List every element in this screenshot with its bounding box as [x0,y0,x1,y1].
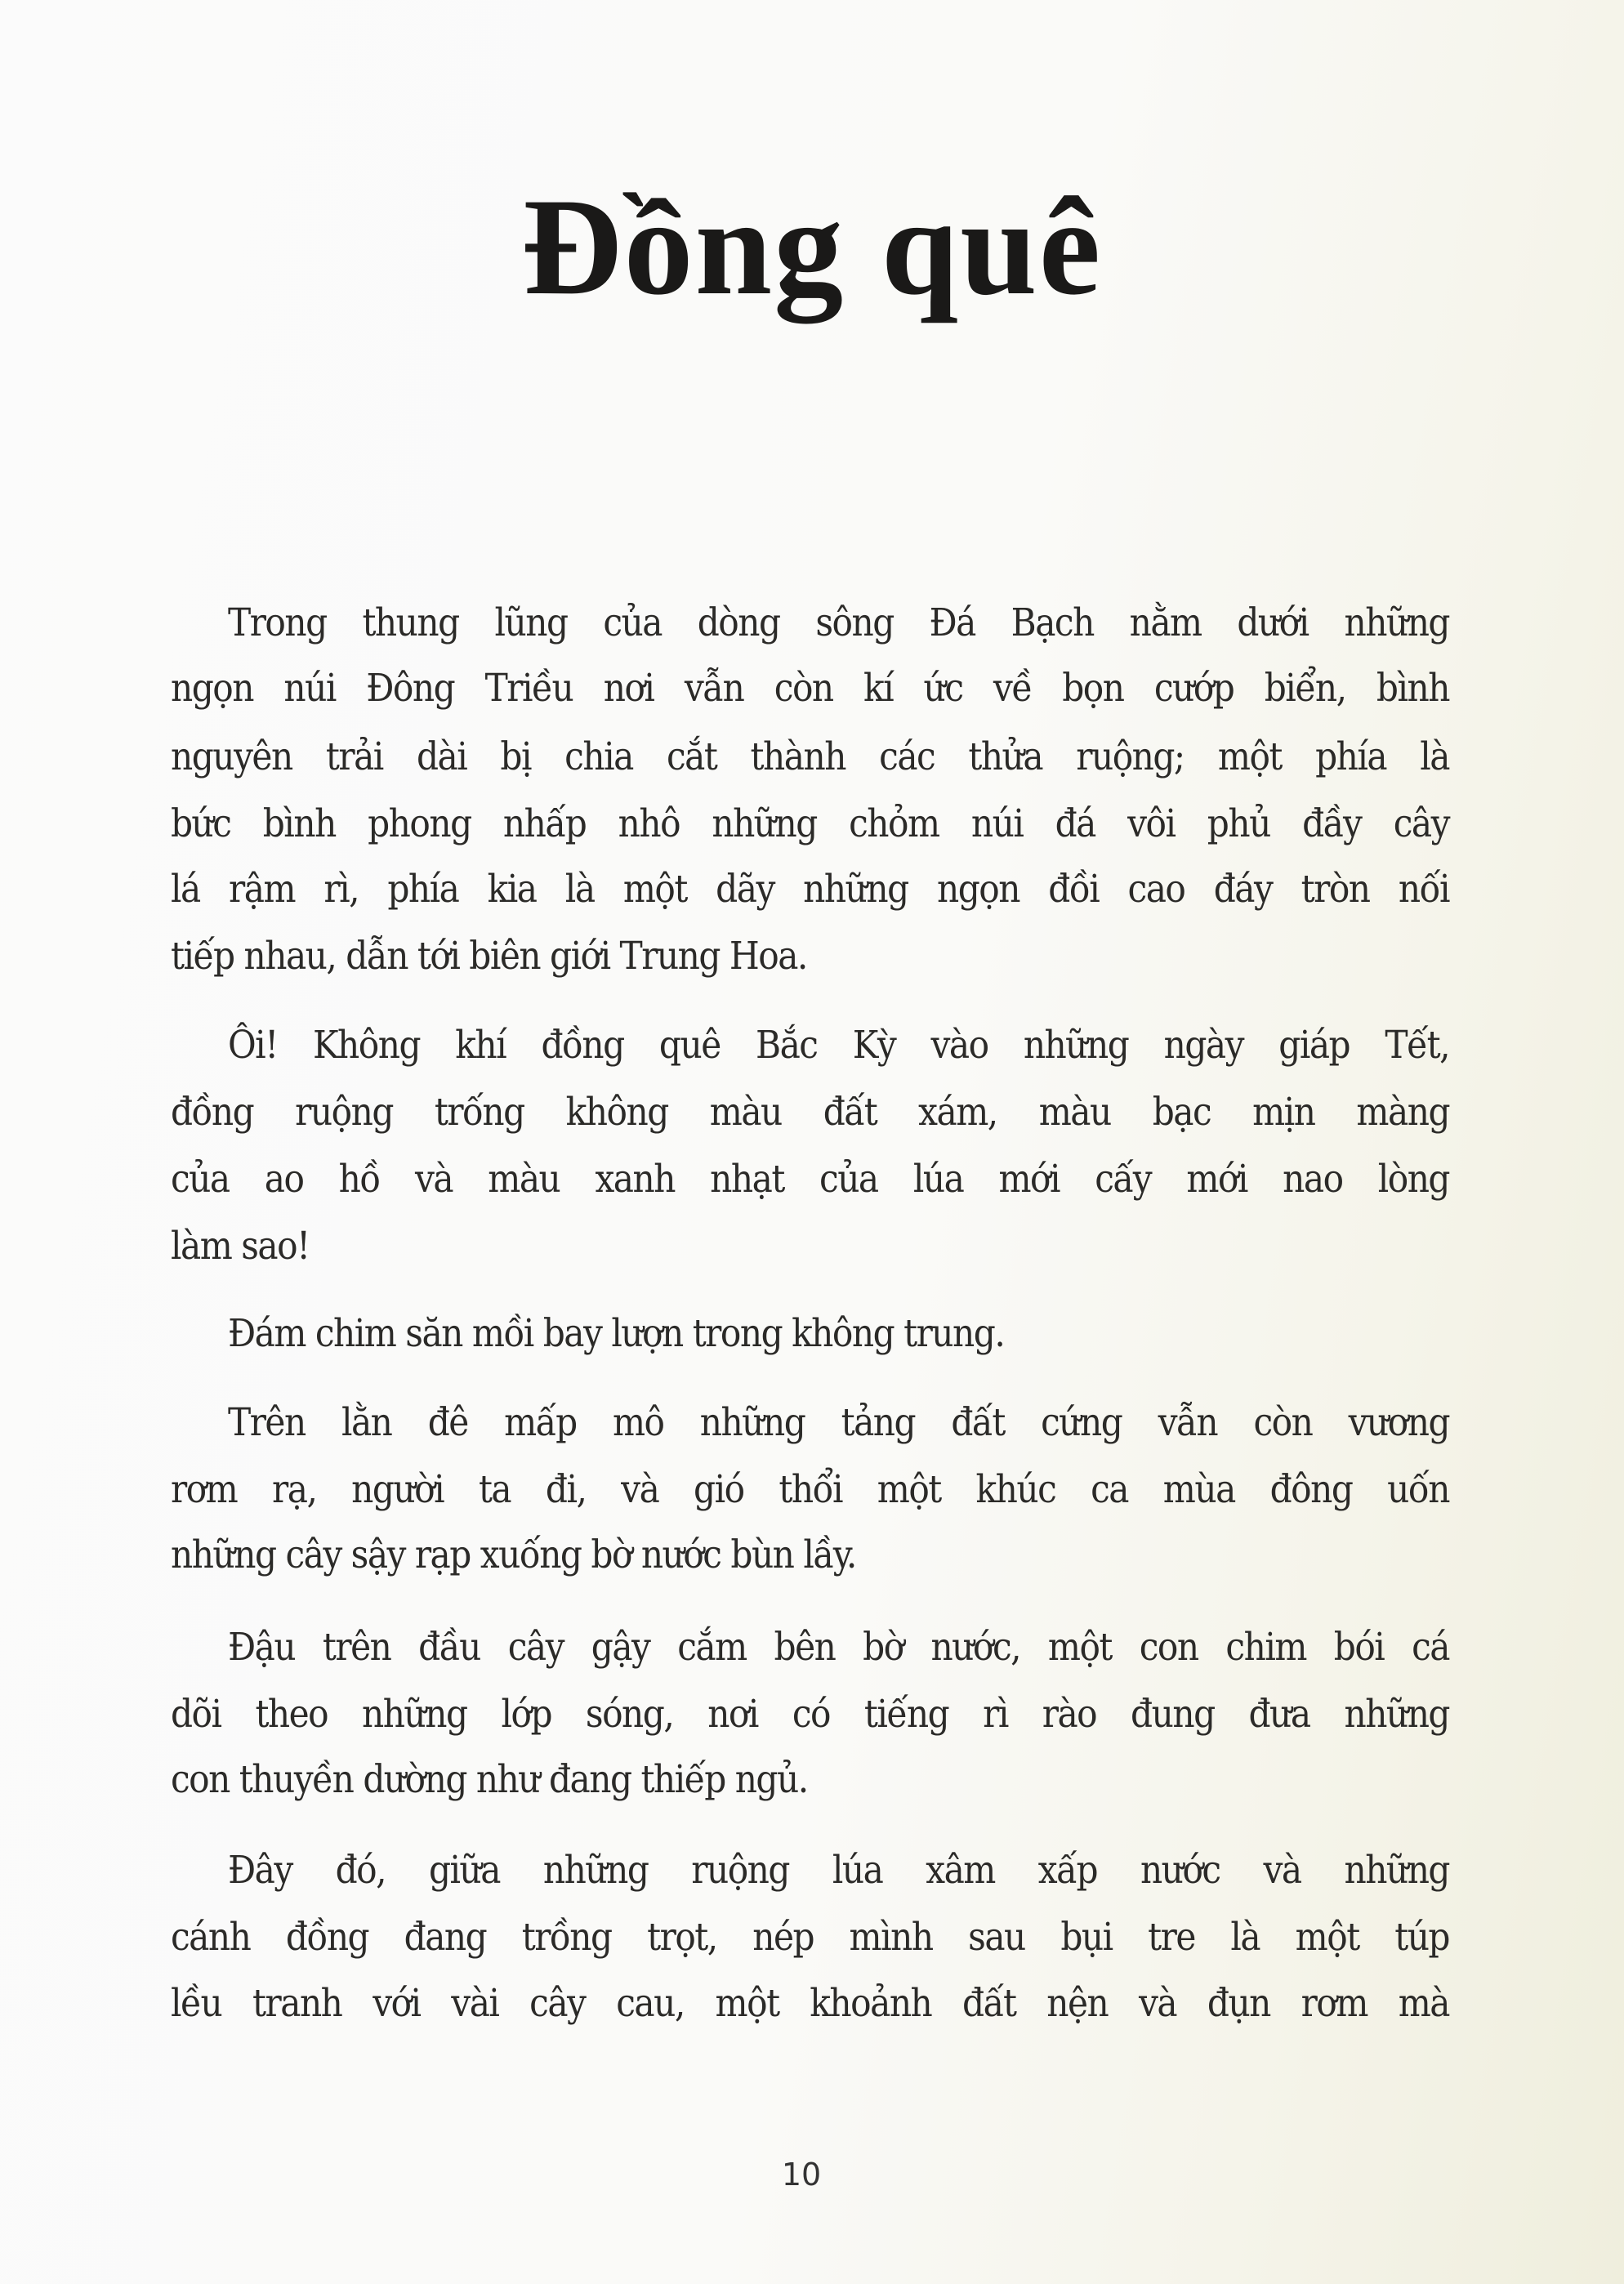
text-line: cánh đồng đang trồng trọt, nép mình sau bụi tre là một túp [171,1915,1449,1960]
text-line: lá rậm rì, phía kia là một dãy những ngọn đồi cao đáy tròn nối [171,867,1449,912]
text-line: Đậu trên đầu cây gậy cắm bên bờ nước, một con chim bói cá [228,1625,1449,1670]
chapter-title: Đồng quê [521,170,1103,323]
text-line: bức bình phong nhấp nhô những chỏm núi đá vôi phủ đầy cây [171,801,1449,846]
text-line: Đám chim săn mồi bay lượn trong không trung. [228,1311,1005,1356]
page-number: 10 [781,2157,822,2193]
text-line: Trong thung lũng của dòng sông Đá Bạch nằm dưới những [228,600,1449,645]
text-line: đồng ruộng trống không màu đất xám, màu bạc mịn màng [171,1090,1449,1135]
text-line: Đây đó, giữa những ruộng lúa xâm xấp nước và những [228,1848,1449,1893]
text-line: Ôi! Không khí đồng quê Bắc Kỳ vào những ngày giáp Tết, [228,1023,1449,1068]
text-line: con thuyền dường như đang thiếp ngủ. [171,1757,808,1802]
text-line: lều tranh với vài cây cau, một khoảnh đất nện và đụn rơm mà [171,1981,1449,2026]
text-line: những cây sậy rạp xuống bờ nước bùn lầy. [171,1532,856,1577]
text-line: làm sao! [171,1224,310,1269]
text-line: nguyên trải dài bị chia cắt thành các thửa ruộng; một phía là [171,734,1449,779]
text-line: ngọn núi Đông Triều nơi vẫn còn kí ức về bọn cướp biển, bình [171,666,1449,711]
text-line: dõi theo những lớp sóng, nơi có tiếng rì rào đung đưa những [171,1692,1449,1737]
text-line: rơm rạ, người ta đi, và gió thổi một khúc ca mùa đông uốn [171,1467,1449,1512]
text-line: tiếp nhau, dẫn tới biên giới Trung Hoa. [171,934,807,979]
text-line: của ao hồ và màu xanh nhạt của lúa mới cấy mới nao lòng [171,1157,1449,1202]
text-line: Trên lằn đê mấp mô những tảng đất cứng vẫn còn vương [228,1400,1449,1445]
